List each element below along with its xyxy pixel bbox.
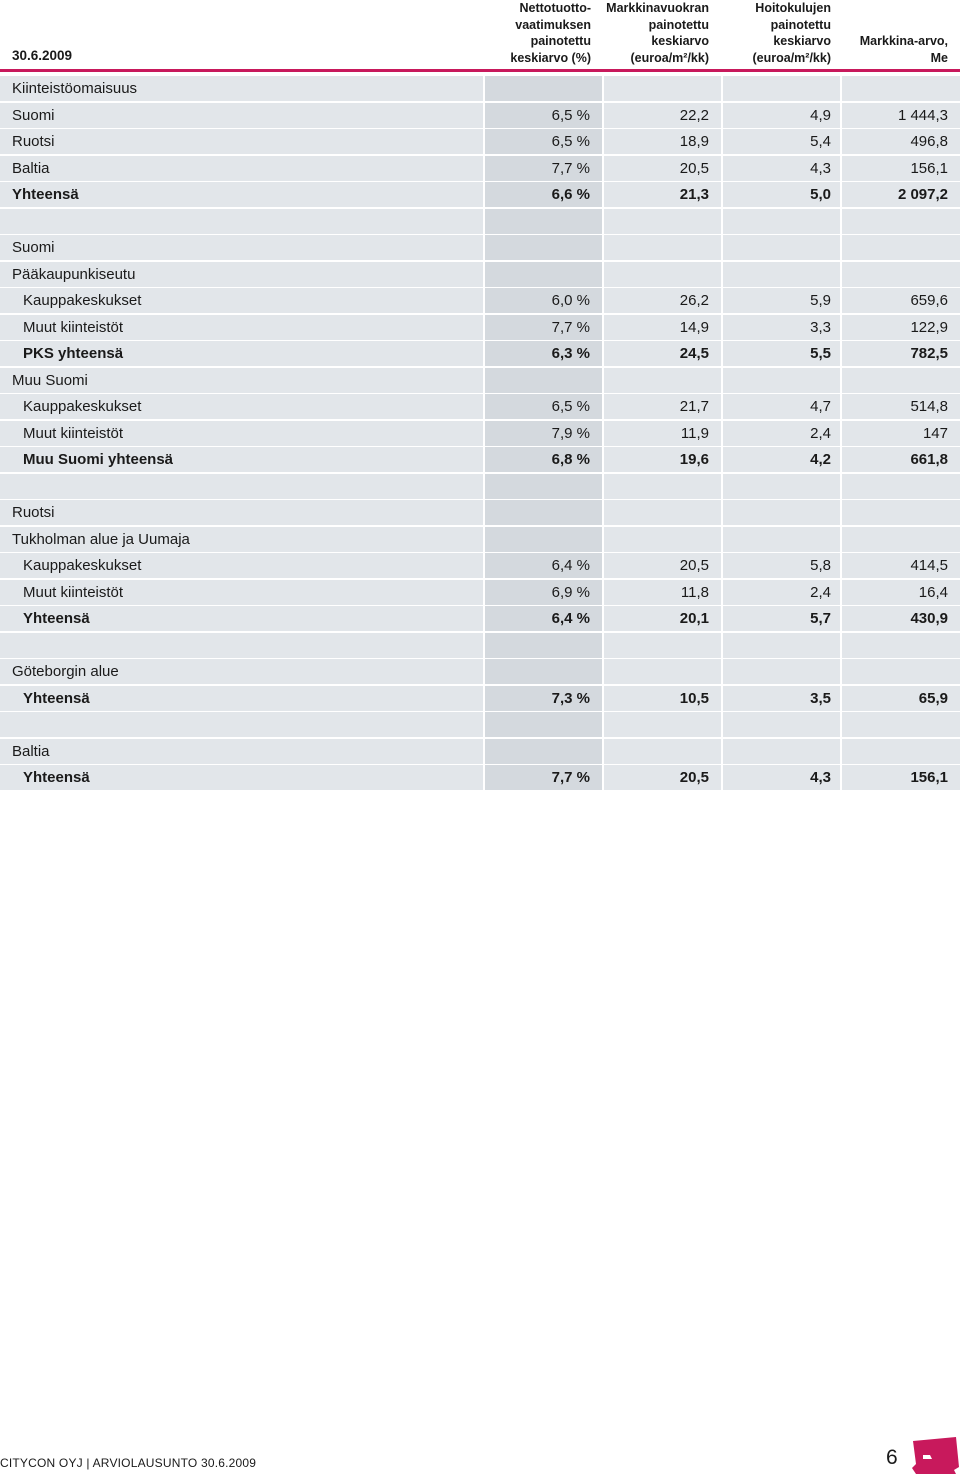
row-label (0, 474, 483, 499)
cell-market-value (842, 659, 960, 684)
table-row (0, 156, 960, 181)
cell-market-rent (604, 76, 721, 101)
cell-maintenance-costs: 5,5 (723, 341, 840, 366)
table-row (0, 421, 960, 446)
cell-maintenance-costs: 4,7 (723, 394, 840, 419)
cell-maintenance-costs: 4,3 (723, 765, 840, 790)
cell-market-value (842, 262, 960, 287)
column-header-net-yield-label: Nettotuotto- vaatimuksen painotettu keskiarvo (%) (510, 1, 591, 65)
table-row (0, 553, 960, 578)
row-label: Suomi (0, 235, 483, 260)
row-label (0, 633, 483, 658)
cell-maintenance-costs: 2,4 (723, 580, 840, 605)
cell-market-value: 147 (842, 421, 960, 446)
cell-net-yield (485, 209, 602, 234)
cell-market-rent: 21,7 (604, 394, 721, 419)
cell-market-rent (604, 262, 721, 287)
cell-market-value: 414,5 (842, 553, 960, 578)
cell-market-value: 122,9 (842, 315, 960, 340)
cell-net-yield (485, 633, 602, 658)
cell-market-value: 514,8 (842, 394, 960, 419)
page-number: 6 (886, 1446, 898, 1469)
row-label: Baltia (0, 156, 483, 181)
table-row (0, 394, 960, 419)
cell-net-yield: 6,6 % (485, 182, 602, 207)
cell-maintenance-costs: 2,4 (723, 421, 840, 446)
column-header-market-value (842, 2, 948, 66)
cell-net-yield (485, 500, 602, 525)
cell-maintenance-costs: 5,9 (723, 288, 840, 313)
cell-maintenance-costs (723, 235, 840, 260)
row-label: Kauppakeskukset (0, 553, 483, 578)
cell-market-value: 659,6 (842, 288, 960, 313)
table-row (0, 606, 960, 631)
cell-maintenance-costs: 3,5 (723, 686, 840, 711)
cell-maintenance-costs (723, 659, 840, 684)
row-label (0, 209, 483, 234)
cell-net-yield (485, 739, 602, 764)
row-label (0, 712, 483, 737)
cell-market-rent (604, 500, 721, 525)
row-label: Yhteensä (0, 765, 483, 790)
cell-market-value (842, 235, 960, 260)
cell-market-rent: 22,2 (604, 103, 721, 128)
cell-market-rent: 20,5 (604, 553, 721, 578)
cell-maintenance-costs (723, 368, 840, 393)
column-header-maintenance-costs-label: Hoitokulujen painotettu keskiarvo (euroa/m²/kk) (752, 1, 831, 65)
cell-maintenance-costs (723, 712, 840, 737)
cell-maintenance-costs: 4,2 (723, 447, 840, 472)
cell-maintenance-costs (723, 739, 840, 764)
row-label: Muut kiinteistöt (0, 580, 483, 605)
cell-maintenance-costs (723, 209, 840, 234)
cell-market-value: 16,4 (842, 580, 960, 605)
cell-market-value: 1 444,3 (842, 103, 960, 128)
table-row (0, 262, 960, 287)
table-row (0, 447, 960, 472)
cell-market-value: 156,1 (842, 765, 960, 790)
cell-market-value (842, 739, 960, 764)
cell-maintenance-costs (723, 500, 840, 525)
row-label: Kauppakeskukset (0, 288, 483, 313)
row-label: Ruotsi (0, 500, 483, 525)
report-date: 30.6.2009 (12, 48, 73, 63)
row-label: Muut kiinteistöt (0, 315, 483, 340)
cell-maintenance-costs: 5,7 (723, 606, 840, 631)
row-label: Muu Suomi (0, 368, 483, 393)
row-label: Muu Suomi yhteensä (0, 447, 483, 472)
table-row (0, 315, 960, 340)
row-label: Yhteensä (0, 686, 483, 711)
spacer-row (0, 633, 960, 658)
cell-maintenance-costs (723, 76, 840, 101)
cell-maintenance-costs: 5,4 (723, 129, 840, 154)
cell-market-value (842, 76, 960, 101)
cell-market-rent: 20,1 (604, 606, 721, 631)
cell-net-yield: 7,7 % (485, 315, 602, 340)
table-row (0, 659, 960, 684)
cell-maintenance-costs: 5,0 (723, 182, 840, 207)
row-label: Yhteensä (0, 606, 483, 631)
table-row (0, 341, 960, 366)
column-header-market-rent (604, 2, 709, 66)
cell-market-rent (604, 209, 721, 234)
cell-market-value (842, 500, 960, 525)
cell-market-rent (604, 527, 721, 552)
table-row (0, 235, 960, 260)
table-header (0, 0, 960, 70)
cell-market-rent (604, 739, 721, 764)
cell-net-yield (485, 76, 602, 101)
row-label: Suomi (0, 103, 483, 128)
header-divider (0, 69, 960, 72)
spacer-row (0, 209, 960, 234)
cell-net-yield: 6,9 % (485, 580, 602, 605)
cell-market-value: 156,1 (842, 156, 960, 181)
row-label: Muut kiinteistöt (0, 421, 483, 446)
table-row (0, 368, 960, 393)
table-row (0, 580, 960, 605)
row-label: Yhteensä (0, 182, 483, 207)
table-row (0, 288, 960, 313)
cell-market-value: 782,5 (842, 341, 960, 366)
cell-net-yield: 7,7 % (485, 765, 602, 790)
cell-maintenance-costs (723, 527, 840, 552)
cell-net-yield (485, 262, 602, 287)
cell-maintenance-costs: 4,3 (723, 156, 840, 181)
cell-net-yield (485, 712, 602, 737)
row-label: Pääkaupunkiseutu (0, 262, 483, 287)
cell-net-yield: 6,5 % (485, 394, 602, 419)
table-row (0, 686, 960, 711)
cell-maintenance-costs (723, 262, 840, 287)
table-row (0, 182, 960, 207)
cell-net-yield (485, 474, 602, 499)
row-label: Tukholman alue ja Uumaja (0, 527, 483, 552)
column-header-net-yield (485, 2, 591, 66)
cell-market-rent: 21,3 (604, 182, 721, 207)
spacer-row (0, 712, 960, 737)
cell-market-rent: 20,5 (604, 156, 721, 181)
cell-net-yield: 6,5 % (485, 129, 602, 154)
cell-market-value (842, 633, 960, 658)
cell-market-value: 496,8 (842, 129, 960, 154)
footer-text: CITYCON OYJ | ARVIOLAUSUNTO 30.6.2009 (0, 1456, 257, 1470)
table-row (0, 103, 960, 128)
row-label: Göteborgin alue (0, 659, 483, 684)
cell-net-yield: 6,4 % (485, 553, 602, 578)
cell-net-yield (485, 235, 602, 260)
cell-maintenance-costs (723, 633, 840, 658)
column-header-maintenance-costs (723, 2, 831, 66)
cell-market-rent: 24,5 (604, 341, 721, 366)
spacer-row (0, 474, 960, 499)
cell-market-value (842, 474, 960, 499)
cell-net-yield: 7,9 % (485, 421, 602, 446)
row-label: Kiinteistöomaisuus (0, 76, 483, 101)
row-label: PKS yhteensä (0, 341, 483, 366)
cell-market-rent: 11,9 (604, 421, 721, 446)
cell-net-yield: 7,7 % (485, 156, 602, 181)
cell-market-value: 430,9 (842, 606, 960, 631)
cell-net-yield (485, 659, 602, 684)
cell-market-value (842, 368, 960, 393)
table-row (0, 765, 960, 790)
cell-market-value (842, 712, 960, 737)
cell-market-rent: 20,5 (604, 765, 721, 790)
row-label: Ruotsi (0, 129, 483, 154)
table-row (0, 527, 960, 552)
cell-market-rent (604, 633, 721, 658)
cell-maintenance-costs: 4,9 (723, 103, 840, 128)
valuation-table (0, 76, 960, 792)
cell-net-yield: 6,5 % (485, 103, 602, 128)
table-row (0, 739, 960, 764)
cell-market-rent (604, 368, 721, 393)
cell-market-rent: 19,6 (604, 447, 721, 472)
cell-market-rent: 14,9 (604, 315, 721, 340)
row-label: Kauppakeskukset (0, 394, 483, 419)
cell-net-yield: 6,8 % (485, 447, 602, 472)
cell-net-yield: 7,3 % (485, 686, 602, 711)
cell-market-rent: 10,5 (604, 686, 721, 711)
cell-market-value: 661,8 (842, 447, 960, 472)
cell-net-yield (485, 368, 602, 393)
table-row (0, 500, 960, 525)
cell-market-rent: 26,2 (604, 288, 721, 313)
row-label: Baltia (0, 739, 483, 764)
cell-maintenance-costs (723, 474, 840, 499)
cell-market-value (842, 209, 960, 234)
cell-net-yield (485, 527, 602, 552)
cell-market-rent: 11,8 (604, 580, 721, 605)
cell-market-value: 65,9 (842, 686, 960, 711)
cell-maintenance-costs: 3,3 (723, 315, 840, 340)
citycon-logo-icon (910, 1437, 960, 1475)
cell-market-value: 2 097,2 (842, 182, 960, 207)
cell-market-rent (604, 712, 721, 737)
cell-net-yield: 6,4 % (485, 606, 602, 631)
cell-net-yield: 6,0 % (485, 288, 602, 313)
cell-market-rent (604, 235, 721, 260)
cell-market-rent (604, 474, 721, 499)
cell-market-rent: 18,9 (604, 129, 721, 154)
table-row (0, 129, 960, 154)
column-header-market-rent-label: Markkinavuokran painotettu keskiarvo (euroa/m²/kk) (606, 1, 709, 65)
cell-net-yield: 6,3 % (485, 341, 602, 366)
cell-maintenance-costs: 5,8 (723, 553, 840, 578)
table-row (0, 76, 960, 101)
cell-market-value (842, 527, 960, 552)
column-header-market-value-label: Markkina-arvo, Me (859, 34, 948, 65)
cell-market-rent (604, 659, 721, 684)
